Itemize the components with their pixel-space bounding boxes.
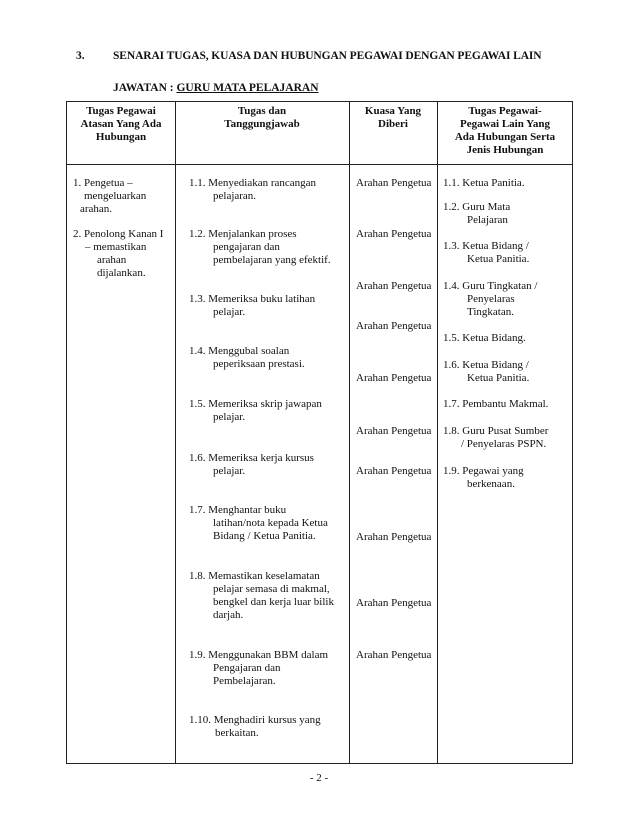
duty-4 [189,345,305,371]
cell-line: bengkel dan kerja luar bilik [213,596,334,608]
column-divider [175,102,176,763]
cell-line: 1.5. Memeriksa skrip jawapan [189,398,322,410]
cell-line: Bidang / Ketua Panitia. [213,530,316,542]
cell-line: 1.4. Menggubal soalan [189,345,290,357]
power-8: Arahan Pengetua [356,531,432,543]
cell-line: 1.10. Menghadiri kursus yang [189,714,321,726]
header-divider [67,164,572,165]
section-title: SENARAI TUGAS, KUASA DAN HUBUNGAN PEGAWAI DENGAN PEGAWAI LAIN [113,50,542,62]
header-duties [175,105,349,131]
cell-line: 1.2. Menjalankan proses [189,228,297,240]
power-7: Arahan Pengetua [356,465,432,477]
cell-line: 1.8. Memastikan keselamatan [189,570,320,582]
header-superior-officers [67,105,175,144]
cell-line: Pelajaran [467,214,508,226]
cell-line: darjah. [213,609,244,621]
duty-8 [189,570,334,622]
header-powers [349,105,437,131]
cell-line: / Penyelaras PSPN. [461,438,547,450]
duty-2 [189,228,331,267]
cell-line: 1.1. Menyediakan rancangan [189,177,317,189]
cell-line: berkenaan. [467,478,515,490]
cell-line: 1.7. Pembantu Makmal. [443,398,549,410]
duty-6 [189,452,314,478]
relation-5 [443,332,526,345]
cell-line: 1.9. Pegawai yang [443,465,524,477]
power-4: Arahan Pengetua [356,320,432,332]
page-number: - 2 - [309,772,329,784]
power-5: Arahan Pengetua [356,372,432,384]
cell-line: pelajar. [213,306,246,318]
cell-line: Ketua Panitia. [467,253,530,265]
relation-9 [443,465,524,491]
cell-line: 1.2. Guru Mata [443,201,511,213]
cell-line: pelajar. [213,411,246,423]
cell-line: 1.9. Menggunakan BBM dalam [189,649,329,661]
job-label: JAWATAN : [113,82,174,94]
cell-line: mengeluarkan [84,190,147,202]
power-10: Arahan Pengetua [356,649,432,661]
power-1: Arahan Pengetua [356,177,432,189]
column-divider [437,102,438,763]
header-line: Tugas dan [237,105,287,117]
cell-line: 1.6. Memeriksa kerja kursus [189,452,314,464]
header-line: Atasan Yang Ada [80,118,162,130]
relation-8 [443,425,548,451]
cell-line: pelajaran. [213,190,257,202]
cell-line: 1.1. Ketua Panitia. [443,177,525,189]
cell-line: berkaitan. [215,727,259,739]
column-divider [349,102,350,763]
power-9: Arahan Pengetua [356,597,432,609]
header-line: Diberi [378,118,408,130]
cell-line: 1.6. Ketua Bidang / [443,359,529,371]
cell-line: – memastikan [85,241,147,253]
header-line: Tanggungjawab [224,118,300,130]
power-6: Arahan Pengetua [356,425,432,437]
duty-9 [189,649,328,688]
cell-line: pelajar. [213,465,246,477]
relation-2 [443,201,510,227]
cell-line: 1.7. Menghantar buku [189,504,287,516]
relation-6 [443,359,529,385]
job-line [113,82,319,94]
duty-3 [189,293,315,319]
header-line: Tugas Pegawai- [468,105,542,117]
header-line: Ada Hubungan Serta [454,131,556,143]
relation-3 [443,240,529,266]
cell-line: 1.5. Ketua Bidang. [443,332,526,344]
power-2: Arahan Pengetua [356,228,432,240]
duty-10 [189,714,321,740]
relation-7 [443,398,548,411]
cell-line: 2. Penolong Kanan I [73,228,164,240]
cell-line: Pengajaran dan [213,662,281,674]
cell-line: 1.3. Memeriksa buku latihan [189,293,316,305]
cell-line: arahan. [80,203,113,215]
relation-4 [443,280,537,319]
cell-line: Ketua Panitia. [467,372,530,384]
job-value: GURU MATA PELAJARAN [176,82,319,94]
duty-1 [189,177,316,203]
cell-line: Penyelaras [467,293,515,305]
power-3: Arahan Pengetua [356,280,432,292]
cell-line: 1. Pengetua – [73,177,133,189]
cell-line: 1.8. Guru Pusat Sumber [443,425,549,437]
cell-line: pembelajaran yang efektif. [213,254,331,266]
duty-5 [189,398,322,424]
header-line: Pegawai Lain Yang [459,118,551,130]
duty-7 [189,504,328,543]
section-number: 3. [76,50,85,62]
header-line: Kuasa Yang [364,105,422,117]
cell-line: pengajaran dan [213,241,280,253]
superior-item-2 [73,228,163,280]
cell-line: Tingkatan. [467,306,514,318]
cell-line: latihan/nota kepada Ketua [213,517,328,529]
cell-line: arahan [97,254,127,266]
header-line: Hubungan [95,131,147,143]
superior-item-1 [73,177,146,216]
cell-line: dijalankan. [97,267,146,279]
header-related-officers [437,105,573,157]
cell-line: pelajar semasa di makmal, [213,583,330,595]
duties-table [66,101,573,764]
cell-line: peperiksaan prestasi. [213,358,305,370]
cell-line: 1.3. Ketua Bidang / [443,240,529,252]
relation-1 [443,177,525,190]
header-line: Tugas Pegawai [86,105,156,117]
header-line: Jenis Hubungan [466,144,544,156]
cell-line: 1.4. Guru Tingkatan / [443,280,538,292]
cell-line: Pembelajaran. [213,675,276,687]
